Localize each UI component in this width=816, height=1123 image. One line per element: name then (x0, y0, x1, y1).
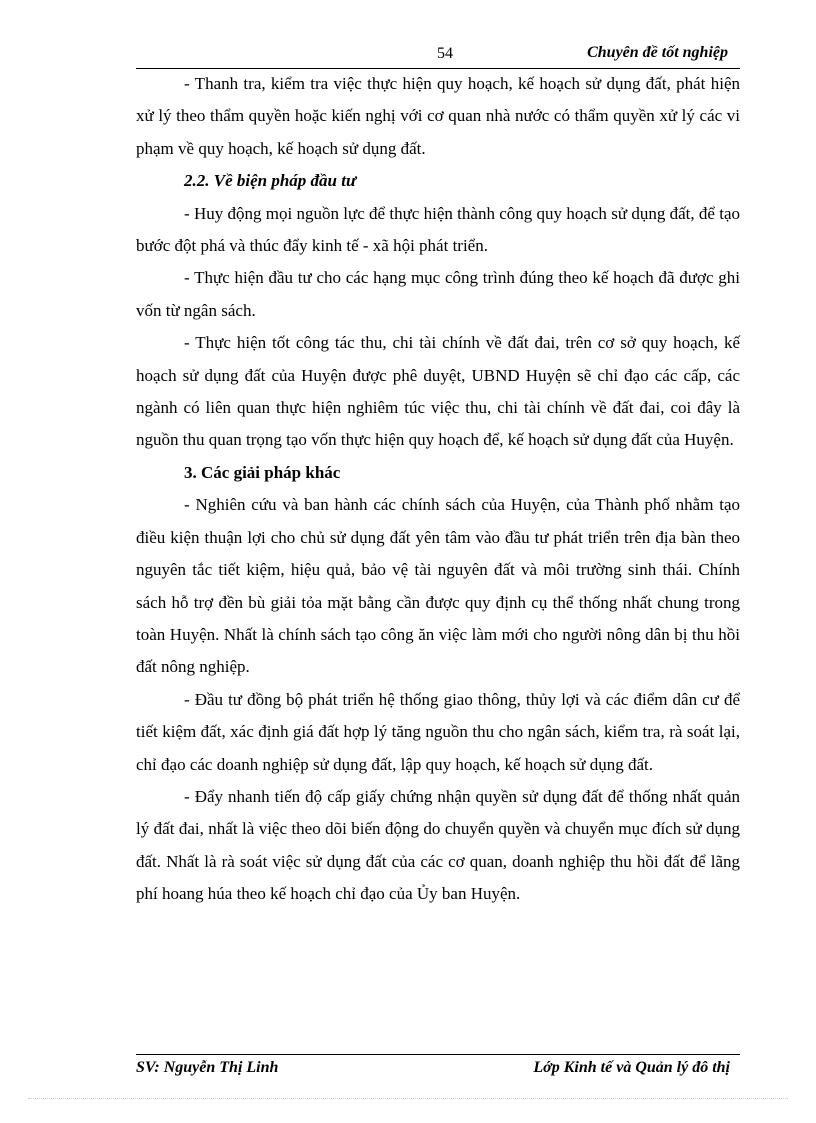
paragraph-inspection: - Thanh tra, kiểm tra việc thực hiện quy hoạch, kế hoạch sử dụng đất, phát hiện xử lý theo thẩm quyền hoặc kiến nghị với cơ quan nhà nước có thẩm quyền xử lý các vi phạm về quy hoạch, kế hoạch sử dụng đất. (136, 74, 740, 158)
paragraph-land-certificates: - Đẩy nhanh tiến độ cấp giấy chứng nhận quyền sử dụng đất để thống nhất quản lý đất đai, nhất là việc theo dõi biến động do chuyển quyền và chuyển mục đích sử dụng đất. Nhất là rà soát việc sử dụng đất của các cơ quan, doanh nghiệp thu hồi đất để lãng phí hoang húa theo kế hoạch chỉ đạo của Ủy ban Huyện. (136, 786, 740, 904)
page-header (136, 44, 740, 69)
section-heading-other-solutions: 3. Các giải pháp khác (184, 462, 341, 482)
paragraph-policies: - Nghiên cứu và ban hành các chính sách của Huyện, của Thành phố nhằm tạo điều kiện thuận lợi cho chủ sử dụng đất yên tâm vào đầu tư phát triển trên địa bàn theo nguyên tắc tiết kiệm, hiệu quả, bảo vệ tài nguyên đất và môi trường sinh thái. Chính sách hỗ trợ đền bù giải tỏa mặt bằng cần được quy định cụ thể thống nhất chung trong toàn Huyện. Nhất là chính sách tạo công ăn việc làm mới cho người nông dân bị thu hồi đất nông nghiệp. (136, 495, 740, 677)
page-bottom-divider (28, 1098, 788, 1099)
header-title: Chuyên đề tốt nghiệp (587, 44, 728, 61)
paragraph-mobilize-resources: - Huy động mọi nguồn lực để thực hiện thành công quy hoạch sử dụng đất, để tạo bước đột phá và thúc đẩy kinh tế - xã hội phát triển. (136, 203, 740, 256)
document-body (136, 68, 740, 911)
paragraph-infrastructure: - Đầu tư đồng bộ phát triển hệ thống giao thông, thủy lợi và các điểm dân cư để tiết kiệm đất, xác định giá đất hợp lý tăng nguồn thu cho ngân sách, kiểm tra, rà soát lại, chỉ đạo các doanh nghiệp sử dụng đất, lập quy hoạch, kế hoạch sử dụng đất. (136, 689, 740, 774)
footer-class: Lớp Kinh tế và Quản lý đô thị (533, 1059, 730, 1076)
paragraph-investment-projects: - Thực hiện đầu tư cho các hạng mục công trình đúng theo kế hoạch đã được ghi vốn từ ngân sách. (136, 268, 740, 320)
section-heading-investment: 2.2. Về biện pháp đầu tư (184, 171, 357, 191)
page-number: 54 (437, 45, 453, 62)
paragraph-land-finance: - Thực hiện tốt công tác thu, chi tài chính về đất đai, trên cơ sở quy hoạch, kế hoạch sử dụng đất của Huyện được phê duyệt, UBND Huyện sẽ chỉ đạo các cấp, các ngành có liên quan thực hiện nghiêm túc việc thu, chi tài chính về đất đai, coi đây là nguồn thu quan trọng tạo vốn thực hiện quy hoạch để, kế hoạch sử dụng đất của Huyện. (136, 333, 740, 450)
page-footer (136, 1054, 740, 1081)
footer-student: SV: Nguyễn Thị Linh (136, 1059, 279, 1076)
